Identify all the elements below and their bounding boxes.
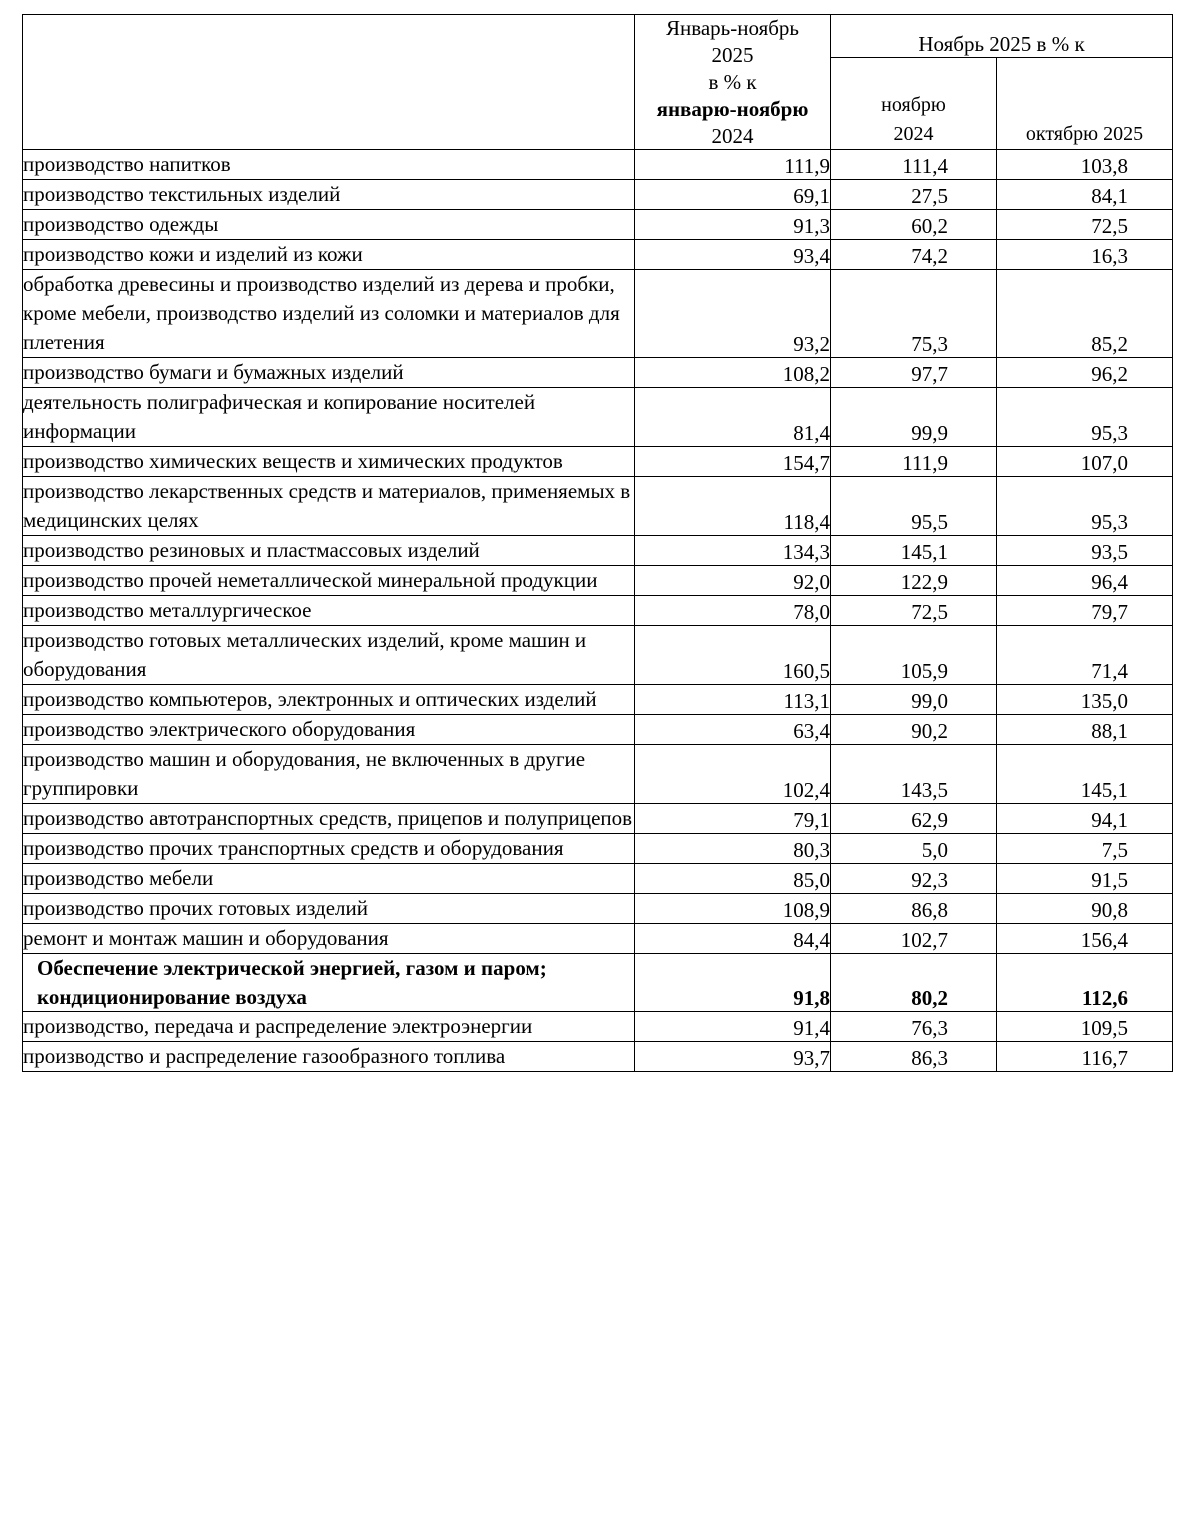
header-cumulative-line4: январю-ноябрю <box>656 96 809 121</box>
row-value-3: 93,5 <box>997 535 1173 565</box>
header-cell-vs-oct-2025: октябрю 2025 <box>997 58 1173 150</box>
row-value-1: 91,4 <box>635 1012 831 1042</box>
row-value-2: 90,2 <box>831 714 997 744</box>
row-value-3: 88,1 <box>997 714 1173 744</box>
table-row <box>23 358 1173 388</box>
header-cumulative-line1: Январь-ноябрь <box>665 16 800 40</box>
header-sub1-line2: 2024 <box>893 123 934 146</box>
header-cell-month-group: Ноябрь 2025 в % к <box>831 15 1173 58</box>
row-value-3: 79,7 <box>997 595 1173 625</box>
row-value-1: 154,7 <box>635 447 831 477</box>
table-row <box>23 863 1173 893</box>
row-label: производство одежды <box>23 210 635 240</box>
table-body <box>23 150 1173 1072</box>
table-row <box>23 150 1173 180</box>
row-label: ремонт и монтаж машин и оборудования <box>23 923 635 953</box>
row-value-3: 90,8 <box>997 893 1173 923</box>
row-label: производство лекарственных средств и материалов, применяемых в медицинских целях <box>23 477 635 536</box>
row-label: производство напитков <box>23 150 635 180</box>
row-label: производство металлургическое <box>23 595 635 625</box>
row-value-2: 86,3 <box>831 1042 997 1072</box>
header-cell-vs-nov-2024 <box>831 58 997 150</box>
row-value-3: 7,5 <box>997 833 1173 863</box>
row-value-1: 81,4 <box>635 388 831 447</box>
row-label: Обеспечение электрической энергией, газом и паром; кондиционирование воздуха <box>23 953 635 1012</box>
row-value-2: 99,0 <box>831 684 997 714</box>
row-value-2: 145,1 <box>831 535 997 565</box>
table-row <box>23 953 1173 1012</box>
row-value-2: 143,5 <box>831 744 997 803</box>
statistics-table <box>22 14 1173 1072</box>
row-value-2: 105,9 <box>831 625 997 684</box>
row-value-1: 84,4 <box>635 923 831 953</box>
table-row <box>23 1012 1173 1042</box>
table-row <box>23 744 1173 803</box>
row-value-1: 93,7 <box>635 1042 831 1072</box>
row-value-3: 91,5 <box>997 863 1173 893</box>
row-value-3: 72,5 <box>997 210 1173 240</box>
row-value-2: 76,3 <box>831 1012 997 1042</box>
row-value-3: 156,4 <box>997 923 1173 953</box>
row-value-2: 5,0 <box>831 833 997 863</box>
row-value-2: 95,5 <box>831 477 997 536</box>
row-value-2: 62,9 <box>831 803 997 833</box>
row-value-1: 160,5 <box>635 625 831 684</box>
header-cumulative-line2: 2025 <box>711 42 754 67</box>
row-value-3: 16,3 <box>997 240 1173 270</box>
row-label: производство прочей неметаллической минеральной продукции <box>23 565 635 595</box>
header-cell-name <box>23 15 635 150</box>
table-row <box>23 625 1173 684</box>
row-value-2: 92,3 <box>831 863 997 893</box>
row-value-1: 69,1 <box>635 180 831 210</box>
table-row <box>23 477 1173 536</box>
row-value-1: 78,0 <box>635 595 831 625</box>
row-value-2: 97,7 <box>831 358 997 388</box>
row-value-3: 96,4 <box>997 565 1173 595</box>
row-value-2: 75,3 <box>831 270 997 358</box>
table-row <box>23 1042 1173 1072</box>
header-row-top <box>23 15 1173 58</box>
row-value-1: 85,0 <box>635 863 831 893</box>
row-label: деятельность полиграфическая и копирование носителей информации <box>23 388 635 447</box>
row-value-1: 108,2 <box>635 358 831 388</box>
table-row <box>23 565 1173 595</box>
row-label: производство компьютеров, электронных и оптических изделий <box>23 684 635 714</box>
table-row <box>23 388 1173 447</box>
table-row <box>23 535 1173 565</box>
row-value-3: 116,7 <box>997 1042 1173 1072</box>
row-label: производство, передача и распределение электроэнергии <box>23 1012 635 1042</box>
row-value-2: 27,5 <box>831 180 997 210</box>
row-value-1: 118,4 <box>635 477 831 536</box>
row-value-2: 122,9 <box>831 565 997 595</box>
row-label: производство прочих готовых изделий <box>23 893 635 923</box>
row-label: производство и распределение газообразного топлива <box>23 1042 635 1072</box>
row-value-2: 74,2 <box>831 240 997 270</box>
row-value-1: 108,9 <box>635 893 831 923</box>
row-value-1: 111,9 <box>635 150 831 180</box>
row-label: производство готовых металлических изделий, кроме машин и оборудования <box>23 625 635 684</box>
row-label: производство бумаги и бумажных изделий <box>23 358 635 388</box>
row-value-3: 135,0 <box>997 684 1173 714</box>
row-value-1: 113,1 <box>635 684 831 714</box>
table-row <box>23 595 1173 625</box>
row-value-3: 71,4 <box>997 625 1173 684</box>
row-value-2: 111,4 <box>831 150 997 180</box>
row-value-1: 91,8 <box>635 953 831 1012</box>
row-value-2: 60,2 <box>831 210 997 240</box>
row-value-1: 93,4 <box>635 240 831 270</box>
row-value-3: 112,6 <box>997 953 1173 1012</box>
row-label: производство резиновых и пластмассовых изделий <box>23 535 635 565</box>
row-value-3: 84,1 <box>997 180 1173 210</box>
row-value-3: 103,8 <box>997 150 1173 180</box>
row-label: производство химических веществ и химических продуктов <box>23 447 635 477</box>
row-value-3: 94,1 <box>997 803 1173 833</box>
row-label: производство автотранспортных средств, прицепов и полуприцепов <box>23 803 635 833</box>
header-cumulative-line3: в % к <box>708 69 757 94</box>
row-value-1: 79,1 <box>635 803 831 833</box>
table-header <box>23 15 1173 150</box>
row-value-3: 145,1 <box>997 744 1173 803</box>
row-value-2: 111,9 <box>831 447 997 477</box>
header-cell-cumulative <box>635 15 831 150</box>
row-label: производство электрического оборудования <box>23 714 635 744</box>
table-row <box>23 714 1173 744</box>
row-value-2: 99,9 <box>831 388 997 447</box>
row-value-2: 72,5 <box>831 595 997 625</box>
table-row <box>23 893 1173 923</box>
header-sub1-line1: ноябрю <box>881 94 946 117</box>
row-value-3: 109,5 <box>997 1012 1173 1042</box>
row-label: производство мебели <box>23 863 635 893</box>
row-value-1: 102,4 <box>635 744 831 803</box>
table-row <box>23 803 1173 833</box>
row-value-2: 102,7 <box>831 923 997 953</box>
row-value-1: 93,2 <box>635 270 831 358</box>
table-row <box>23 240 1173 270</box>
row-value-1: 134,3 <box>635 535 831 565</box>
table-row <box>23 210 1173 240</box>
row-value-1: 80,3 <box>635 833 831 863</box>
row-label: производство прочих транспортных средств и оборудования <box>23 833 635 863</box>
row-label: производство кожи и изделий из кожи <box>23 240 635 270</box>
row-value-2: 80,2 <box>831 953 997 1012</box>
row-label: производство текстильных изделий <box>23 180 635 210</box>
row-value-3: 107,0 <box>997 447 1173 477</box>
row-value-1: 63,4 <box>635 714 831 744</box>
row-value-3: 95,3 <box>997 477 1173 536</box>
row-label: обработка древесины и производство изделий из дерева и пробки, кроме мебели, производство изделий из соломки и материалов для плетения <box>23 270 635 358</box>
table-row <box>23 923 1173 953</box>
table-row <box>23 180 1173 210</box>
row-value-1: 91,3 <box>635 210 831 240</box>
header-cumulative-line5: 2024 <box>711 123 754 148</box>
row-value-2: 86,8 <box>831 893 997 923</box>
table-row <box>23 447 1173 477</box>
row-value-3: 95,3 <box>997 388 1173 447</box>
row-value-3: 85,2 <box>997 270 1173 358</box>
row-label: производство машин и оборудования, не включенных в другие группировки <box>23 744 635 803</box>
row-value-1: 92,0 <box>635 565 831 595</box>
table-row <box>23 684 1173 714</box>
table-row <box>23 833 1173 863</box>
table-row <box>23 270 1173 358</box>
row-value-3: 96,2 <box>997 358 1173 388</box>
